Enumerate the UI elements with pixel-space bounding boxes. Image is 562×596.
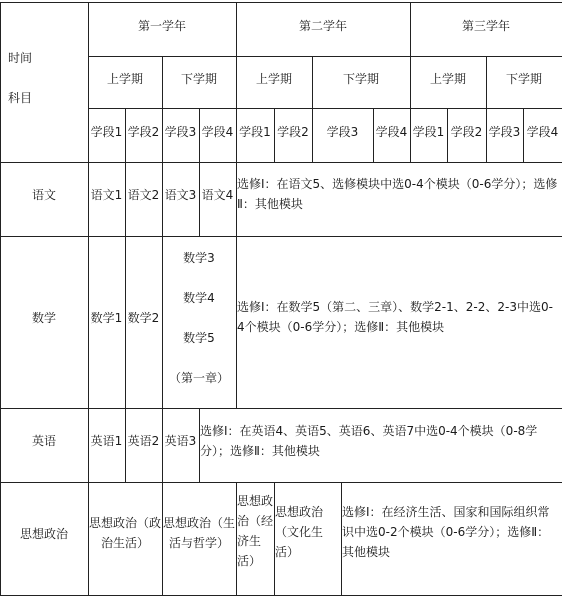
year-3-header: 第三学年 — [461, 19, 510, 33]
course-cell: 数学5 — [183, 331, 215, 345]
semester-header: 下学期 — [505, 72, 542, 86]
section-header: 学段2 — [127, 125, 160, 139]
year-2-header: 第二学年 — [298, 19, 347, 33]
course-cell: 数学2 — [127, 311, 160, 325]
subject-math: 数学 — [31, 311, 56, 325]
course-cell: 思想政治（生活与哲学） — [163, 516, 236, 550]
subject-english: 英语 — [31, 434, 56, 448]
elective-text-politics: 选修Ⅰ：在经济生活、国家和国际组织常识中选0-2个模块（0-6学分）；选修Ⅱ：其他模块 — [342, 505, 550, 559]
course-cell: 思想政治（文化生活） — [275, 505, 324, 559]
semester-header: 上学期 — [106, 72, 143, 86]
course-cell: 语文2 — [127, 188, 160, 202]
elective-text-english: 选修Ⅰ：在英语4、英语5、英语6、英语7中选0-4个模块（0-8学分）；选修Ⅱ：其他模块 — [200, 424, 538, 458]
section-header: 学段4 — [526, 125, 559, 139]
course-cell: 思想政治（政治生活） — [89, 516, 162, 550]
section-header: 学段3 — [164, 125, 197, 139]
subject-politics: 思想政治 — [19, 527, 68, 541]
elective-text-chinese: 选修Ⅰ：在语文5、选修模块中选0-4个模块（0-6学分）；选修Ⅱ：其他模块 — [237, 177, 558, 211]
section-header: 学段4 — [201, 125, 234, 139]
semester-header: 上学期 — [429, 72, 466, 86]
subject-label: 科目 — [8, 91, 33, 105]
semester-header: 下学期 — [180, 72, 217, 86]
time-label: 时间 — [8, 51, 33, 65]
course-cell: 英语3 — [164, 434, 197, 448]
section-header: 学段2 — [277, 125, 309, 139]
course-cell: 语文3 — [164, 188, 197, 202]
elective-text-math: 选修Ⅰ：在数学5（第二、三章）、数学2-1、2-2、2-3中选0-4个模块（0-6学分）；选修Ⅱ：其他模块 — [237, 300, 553, 334]
course-cell: 数学4 — [183, 291, 215, 305]
section-header: 学段3 — [326, 125, 359, 139]
course-cell: 语文1 — [90, 188, 123, 202]
section-header: 学段3 — [488, 125, 521, 139]
semester-header: 下学期 — [342, 72, 379, 86]
course-cell: 语文4 — [201, 188, 234, 202]
course-cell: 英语2 — [127, 434, 160, 448]
course-cell-note: （第一章） — [168, 371, 229, 385]
course-cell: 数学1 — [90, 311, 123, 325]
section-header: 学段1 — [90, 125, 123, 139]
section-header: 学段2 — [450, 125, 483, 139]
semester-header: 上学期 — [255, 72, 292, 86]
section-header: 学段1 — [412, 125, 445, 139]
section-header: 学段4 — [375, 125, 408, 139]
year-1-header: 第一学年 — [137, 19, 186, 33]
course-cell: 数学3 — [183, 251, 215, 265]
course-cell: 思想政治（经济生活） — [237, 494, 274, 568]
course-cell: 英语1 — [90, 434, 123, 448]
section-header: 学段1 — [239, 125, 271, 139]
subject-chinese: 语文 — [31, 188, 56, 202]
